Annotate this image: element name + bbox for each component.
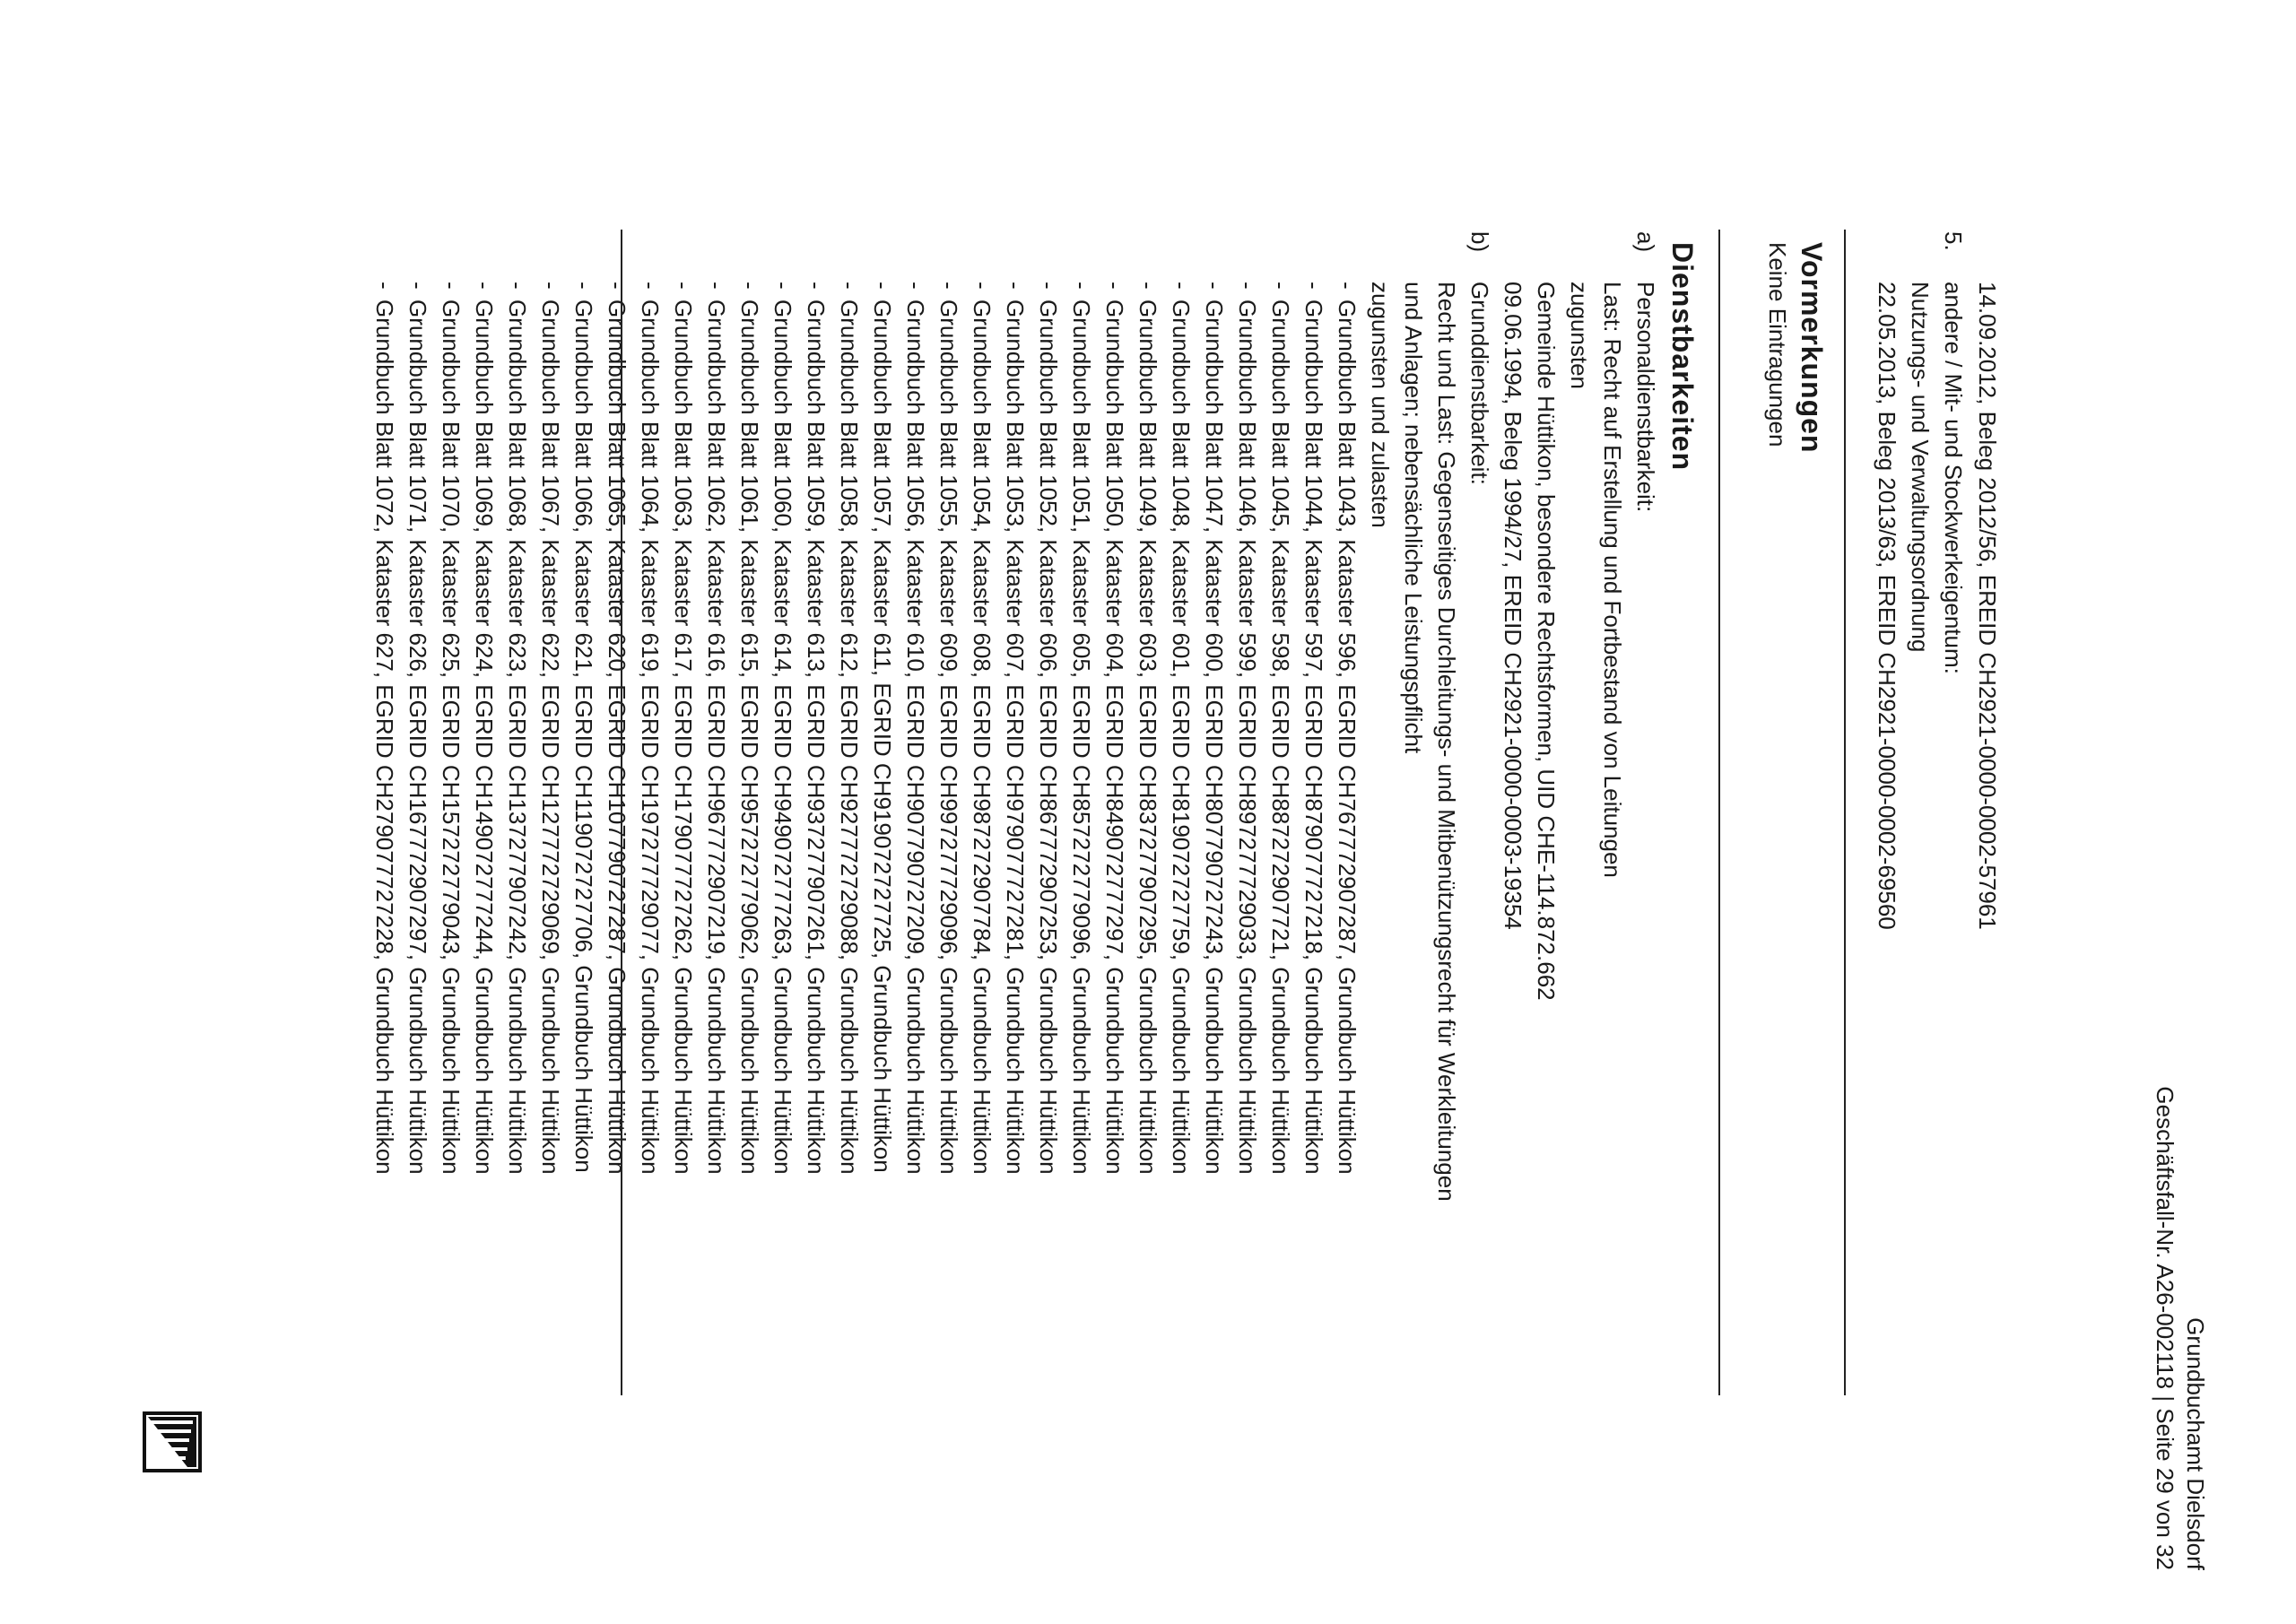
parcel-entry: Grundbuch Blatt 1051, Kataster 605, EGRID CH857272779096, Grundbuch Hüttikon — [1068, 300, 1095, 1175]
item-5-line: Nutzungs- und Verwaltungsordnung — [1907, 282, 1934, 653]
list-item — [1231, 282, 1264, 1587]
list-item — [1197, 282, 1231, 1587]
list-item — [1031, 282, 1065, 1587]
parcel-entry: Grundbuch Blatt 1068, Kataster 623, EGRID CH137277907242, Grundbuch Hüttikon — [504, 300, 531, 1175]
list-item — [534, 282, 567, 1587]
list-dash: - — [404, 282, 431, 290]
list-item — [865, 282, 899, 1587]
parcel-entry: Grundbuch Blatt 1059, Kataster 613, EGRID CH937277907261, Grundbuch Hüttikon — [803, 300, 830, 1175]
list-item — [1330, 282, 1363, 1587]
parcel-entry: Grundbuch Blatt 1055, Kataster 609, EGRID CH997277729096, Grundbuch Hüttikon — [935, 300, 962, 1175]
list-dash: - — [1101, 282, 1128, 290]
list-dash: - — [1267, 282, 1294, 290]
list-item — [965, 282, 998, 1587]
parcel-entry: Grundbuch Blatt 1054, Kataster 608, EGRID CH987272907784, Grundbuch Hüttikon — [969, 300, 996, 1175]
item-a-line: Gemeinde Hüttikon, besondere Rechtsformen, UID CHE-114.872.662 — [1533, 282, 1560, 1001]
list-dash: - — [1334, 282, 1361, 290]
list-item — [1131, 282, 1164, 1587]
item-b-line: zugunsten und zulasten — [1367, 282, 1394, 528]
section-title-vormerkungen: Vormerkungen — [1796, 242, 1828, 454]
parcel-list — [368, 280, 1363, 1587]
parcel-entry: Grundbuch Blatt 1048, Kataster 601, EGRID CH819072727759, Grundbuch Hüttikon — [1168, 300, 1195, 1175]
list-item — [434, 282, 467, 1587]
grunddienstbarkeit — [368, 242, 1496, 1587]
list-item — [799, 282, 832, 1587]
list-item — [998, 282, 1031, 1587]
list-dash: - — [504, 282, 531, 290]
list-item — [368, 282, 401, 1587]
canton-logo-icon — [143, 1411, 202, 1472]
item-a-line: Last: Recht auf Erstellung und Fortbestand von Leitungen — [1599, 282, 1626, 878]
parcel-entry: Grundbuch Blatt 1061, Kataster 615, EGRID CH957272779062, Grundbuch Hüttikon — [736, 300, 763, 1175]
previous-entry — [1970, 242, 2004, 1587]
list-dash: - — [969, 282, 996, 290]
parcel-entry: Grundbuch Blatt 1050, Kataster 604, EGRID CH849072777297, Grundbuch Hüttikon — [1101, 300, 1128, 1175]
list-dash: - — [836, 282, 863, 290]
previous-entry-line: 14.09.2012, Beleg 2012/56, EREID CH2921-0000-0002-57961 — [1974, 282, 2001, 930]
list-item — [666, 282, 700, 1587]
item-5 — [1870, 242, 1970, 1587]
list-dash: - — [1068, 282, 1095, 290]
parcel-entry: Grundbuch Blatt 1069, Kataster 624, EGRID CH149072777244, Grundbuch Hüttikon — [471, 300, 498, 1175]
office-name: Grundbuchamt Dielsdorf — [2182, 1317, 2209, 1570]
item-b-line: und Anlagen; nebensächliche Leistungspflicht — [1400, 282, 1427, 754]
dienstbarkeiten-section — [1665, 242, 1700, 1587]
parcel-entry: Grundbuch Blatt 1052, Kataster 606, EGRID CH867772907253, Grundbuch Hüttikon — [1035, 300, 1062, 1175]
list-item — [700, 282, 733, 1587]
parcel-entry: Grundbuch Blatt 1070, Kataster 625, EGRID CH157272779043, Grundbuch Hüttikon — [438, 300, 465, 1175]
list-item — [899, 282, 932, 1587]
list-dash: - — [1168, 282, 1195, 290]
parcel-entry: Grundbuch Blatt 1062, Kataster 616, EGRID CH967772907219, Grundbuch Hüttikon — [703, 300, 730, 1175]
list-dash: - — [736, 282, 763, 290]
item-a-line: 09.06.1994, Beleg 1994/27, EREID CH2921-0000-0003-19354 — [1500, 282, 1526, 930]
section-divider — [1718, 230, 1720, 1395]
list-item — [733, 282, 766, 1587]
list-dash: - — [703, 282, 730, 290]
list-dash: - — [537, 282, 564, 290]
parcel-entry: Grundbuch Blatt 1060, Kataster 614, EGRID CH949072777263, Grundbuch Hüttikon — [770, 300, 796, 1175]
list-dash: - — [1002, 282, 1029, 290]
case-page-info: Geschäftsfall-Nr. A26-002118 | Seite 29 von 32 — [2152, 1086, 2179, 1570]
list-item — [1297, 282, 1330, 1587]
parcel-entry: Grundbuch Blatt 1056, Kataster 610, EGRID CH907790727209, Grundbuch Hüttikon — [902, 300, 929, 1175]
list-dash: - — [604, 282, 631, 290]
list-item — [1164, 282, 1197, 1587]
item-a-line: zugunsten — [1566, 282, 1593, 389]
item-5-number: 5. — [1940, 231, 1967, 251]
item-b-marker: b) — [1466, 231, 1493, 253]
list-dash: - — [1035, 282, 1062, 290]
item-b-line: Recht und Last: Gegenseitiges Durchleitungs- und Mitbenützungsrecht für Werkleitungen — [1433, 282, 1460, 1202]
page-header — [2150, 1086, 2211, 1570]
personaldienstbarkeit — [1496, 242, 1662, 1587]
parcel-entry: Grundbuch Blatt 1047, Kataster 600, EGRID CH807790727243, Grundbuch Hüttikon — [1201, 300, 1228, 1175]
list-dash: - — [803, 282, 830, 290]
vormerkungen-section — [1761, 242, 1830, 1587]
parcel-entry: Grundbuch Blatt 1065, Kataster 620, EGRID CH107790727287, Grundbuch Hüttikon — [604, 300, 631, 1175]
parcel-entry: Grundbuch Blatt 1063, Kataster 617, EGRID CH179077727262, Grundbuch Hüttikon — [670, 300, 697, 1175]
section-divider — [621, 230, 622, 1395]
list-item — [401, 282, 434, 1587]
parcel-entry: Grundbuch Blatt 1071, Kataster 626, EGRID CH167772907297, Grundbuch Hüttikon — [404, 300, 431, 1175]
parcel-entry: Grundbuch Blatt 1053, Kataster 607, EGRID CH979077727281, Grundbuch Hüttikon — [1002, 300, 1029, 1175]
list-dash: - — [935, 282, 962, 290]
list-item — [567, 282, 600, 1587]
list-item — [467, 282, 500, 1587]
vormerkungen-text: Keine Eintragungen — [1764, 242, 1791, 447]
parcel-entry: Grundbuch Blatt 1043, Kataster 596, EGRID CH767772907287, Grundbuch Hüttikon — [1334, 300, 1361, 1175]
parcel-entry: Grundbuch Blatt 1057, Kataster 611, EGRID CH919072727725, Grundbuch Hüttikon — [869, 300, 896, 1173]
list-dash: - — [1201, 282, 1228, 290]
section-divider — [1844, 230, 1846, 1395]
parcel-entry: Grundbuch Blatt 1064, Kataster 619, EGRID CH197277729077, Grundbuch Hüttikon — [637, 300, 664, 1175]
list-dash: - — [770, 282, 796, 290]
list-dash: - — [570, 282, 597, 290]
list-dash: - — [869, 282, 896, 290]
parcel-entry: Grundbuch Blatt 1049, Kataster 603, EGRID CH837277907295, Grundbuch Hüttikon — [1135, 300, 1161, 1175]
parcel-entry: Grundbuch Blatt 1072, Kataster 627, EGRID CH279077727228, Grundbuch Hüttikon — [371, 300, 398, 1175]
parcel-entry: Grundbuch Blatt 1044, Kataster 597, EGRID CH879077727218, Grundbuch Hüttikon — [1300, 300, 1327, 1175]
list-dash: - — [1300, 282, 1327, 290]
list-item — [600, 282, 633, 1587]
list-item — [633, 282, 666, 1587]
parcel-entry: Grundbuch Blatt 1046, Kataster 599, EGRID CH897277729033, Grundbuch Hüttikon — [1234, 300, 1261, 1175]
list-dash: - — [670, 282, 697, 290]
list-dash: - — [637, 282, 664, 290]
list-item — [832, 282, 865, 1587]
list-dash: - — [438, 282, 465, 290]
list-item — [932, 282, 965, 1587]
list-dash: - — [1234, 282, 1261, 290]
parcel-entry: Grundbuch Blatt 1067, Kataster 622, EGRID CH127772729069, Grundbuch Hüttikon — [537, 300, 564, 1175]
list-item — [766, 282, 799, 1587]
item-a-heading: Personaldienstbarkeit: — [1632, 282, 1659, 513]
list-dash: - — [1135, 282, 1161, 290]
list-item — [1264, 282, 1297, 1587]
parcel-entry: Grundbuch Blatt 1066, Kataster 621, EGRID CH119072727706, Grundbuch Hüttikon — [570, 300, 597, 1173]
item-b-heading: Grunddienstbarkeit: — [1466, 282, 1493, 485]
list-item — [500, 282, 534, 1587]
item-5-line: andere / Mit- und Stockwerkeigentum: — [1940, 282, 1967, 674]
parcel-entry: Grundbuch Blatt 1045, Kataster 598, EGRID CH887272907721, Grundbuch Hüttikon — [1267, 300, 1294, 1175]
parcel-entry: Grundbuch Blatt 1058, Kataster 612, EGRID CH927772729088, Grundbuch Hüttikon — [836, 300, 863, 1175]
list-dash: - — [902, 282, 929, 290]
item-5-line: 22.05.2013, Beleg 2013/63, EREID CH2921-0000-0002-69560 — [1874, 282, 1900, 930]
list-dash: - — [371, 282, 398, 290]
list-item — [1065, 282, 1098, 1587]
list-item — [1098, 282, 1131, 1587]
item-a-marker: a) — [1632, 231, 1659, 253]
list-dash: - — [471, 282, 498, 290]
section-title-dienstbarkeiten: Dienstbarkeiten — [1666, 242, 1699, 472]
